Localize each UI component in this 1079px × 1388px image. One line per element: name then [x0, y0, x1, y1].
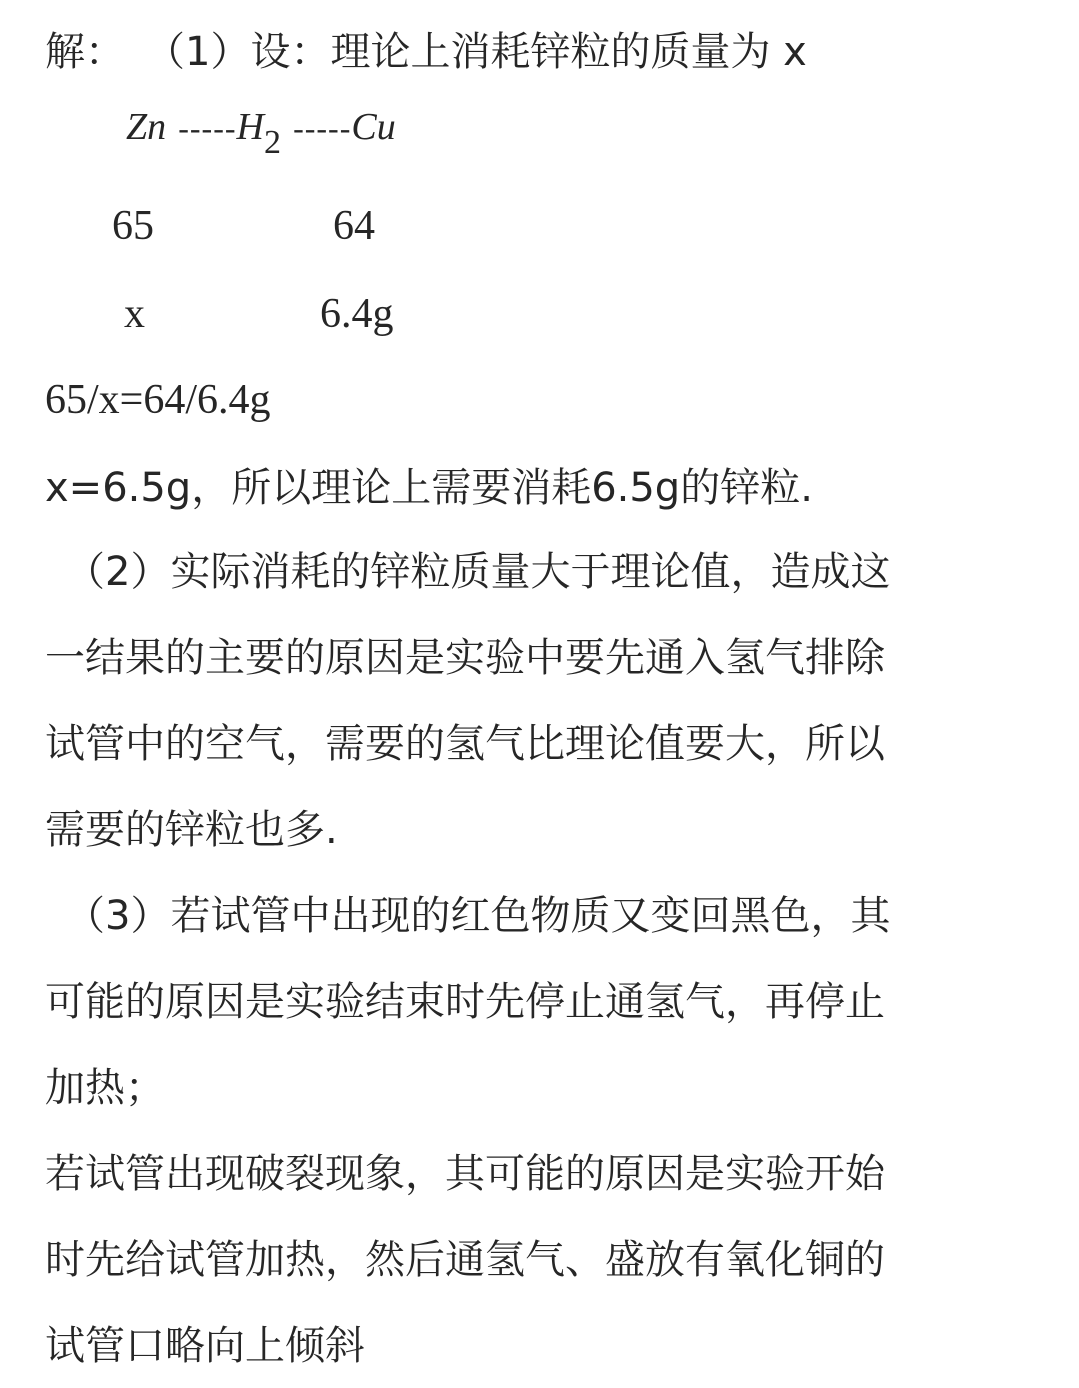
relation-dash: ----- — [293, 110, 352, 146]
zinc-unknown-mass: x — [124, 291, 145, 337]
part3-line: 若试管出现破裂现象，其可能的原因是实验开始 — [45, 1151, 885, 1197]
reaction-relation — [126, 100, 396, 161]
part2-line: 一结果的主要的原因是实验中要先通入氢气排除 — [45, 635, 885, 681]
part2-line: （2）实际消耗的锌粒质量大于理论值，造成这 — [65, 549, 891, 595]
part3-line: 时先给试管加热，然后通氢气、盛放有氧化铜的 — [45, 1237, 885, 1283]
copper-molar-mass: 64 — [333, 203, 375, 249]
part1-setup: （1）设：理论上消耗锌粒的质量为 x — [145, 29, 807, 75]
zinc-molar-mass: 65 — [112, 203, 154, 249]
relation-dash: ----- — [178, 110, 237, 146]
part3-line: 试管口略向上倾斜 — [45, 1323, 365, 1369]
part3-line: 可能的原因是实验结束时先停止通氢气，再停止 — [45, 979, 885, 1025]
hydrogen-symbol: H — [236, 106, 264, 148]
part2-line: 需要的锌粒也多. — [45, 807, 338, 853]
hydrogen-subscript: 2 — [263, 124, 281, 161]
solution-label: 解： — [45, 29, 125, 75]
copper-given-mass: 6.4g — [320, 291, 394, 337]
copper-symbol: Cu — [351, 106, 396, 148]
part2-line: 试管中的空气，需要的氢气比理论值要大，所以 — [45, 721, 885, 767]
result-statement: x=6.5g，所以理论上需要消耗6.5g的锌粒. — [45, 465, 813, 511]
solution-heading — [45, 26, 807, 78]
zinc-symbol: Zn — [126, 106, 167, 148]
part3-line: （3）若试管中出现的红色物质又变回黑色，其 — [65, 893, 891, 939]
part3-line: 加热； — [45, 1065, 165, 1111]
proportion-equation: 65/x=64/6.4g — [45, 377, 271, 423]
